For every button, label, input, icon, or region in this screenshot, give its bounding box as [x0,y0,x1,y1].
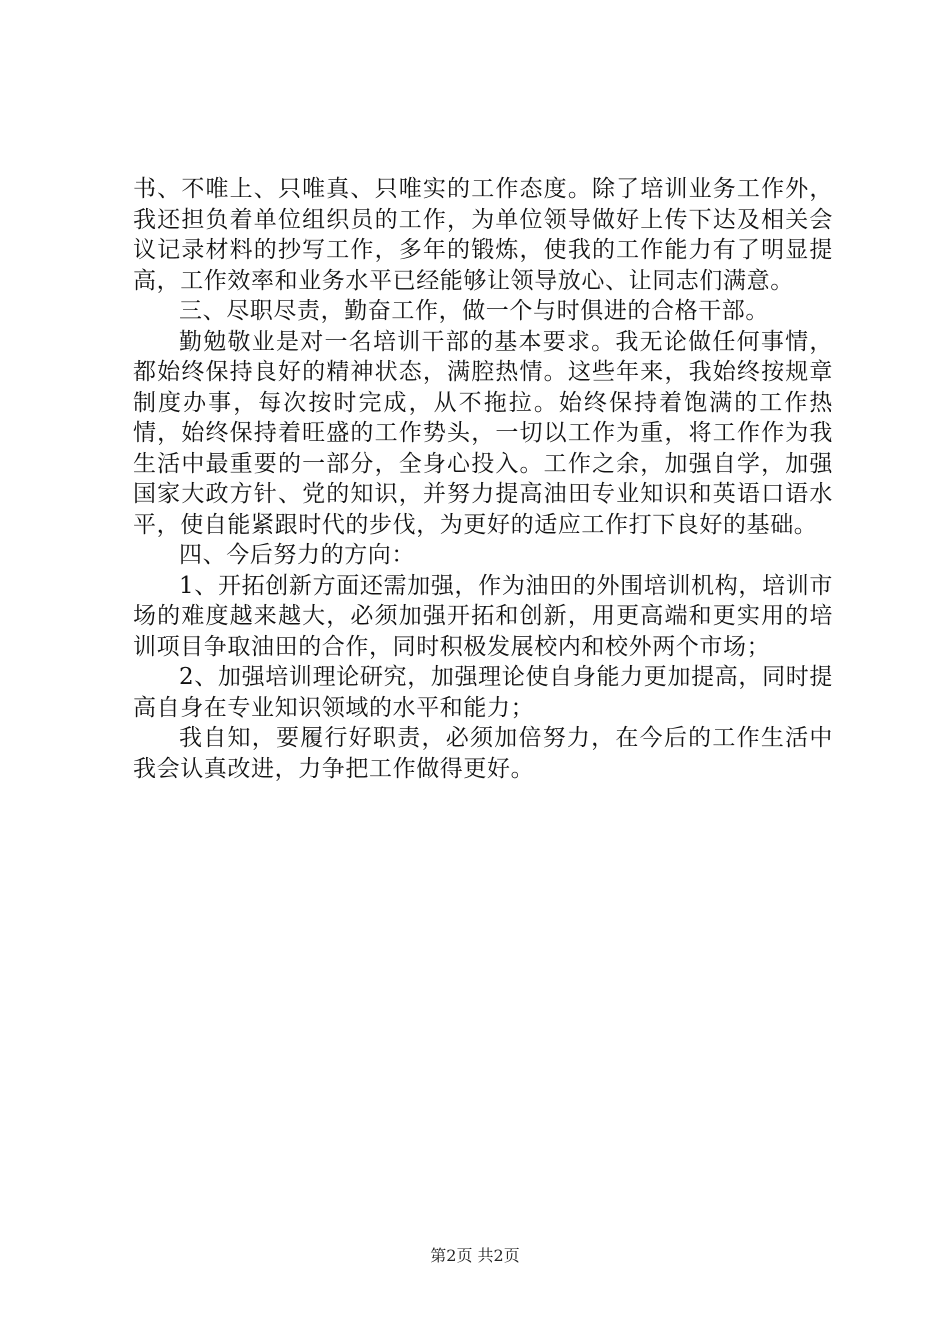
page-number-footer: 第2页 共2页 [430,1246,520,1265]
list-item-1: 1、开拓创新方面还需加强，作为油田的外围培训机构，培训市场的难度越来越大，必须加强开拓和创新，用更高端和更实用的培训项目争取油田的合作，同时积极发展校内和校外两个市场； [133,572,833,660]
paragraph-2: 勤勉敬业是对一名培训干部的基本要求。我无论做任何事情，都始终保持良好的精神状态，满腔热情。这些年来，我始终按规章制度办事，每次按时完成，从不拖拉。始终保持着饱满的工作热情，始终保持着旺盛的工作势头，一切以工作为重，将工作作为我生活中最重要的一部分，全身心投入。工作之余，加强自学，加强国家大政方针、党的知识，并努力提高油田专业知识和英语口语水平，使自能紧跟时代的步伐，为更好的适应工作打下良好的基础。 [133,328,833,538]
section-heading-4: 四、今后努力的方向： [179,542,415,568]
closing-paragraph: 我自知，要履行好职责，必须加倍努力，在今后的工作生活中我会认真改进，力争把工作做得更好。 [133,725,833,782]
section-heading-3: 三、尽职尽责，勤奋工作，做一个与时俱进的合格干部。 [179,298,769,324]
document-body [133,174,833,784]
list-item-2: 2、加强培训理论研究，加强理论使自身能力更加提高，同时提高自身在专业知识领域的水平和能力； [133,664,833,721]
paragraph-1: 书、不唯上、只唯真、只唯实的工作态度。除了培训业务工作外，我还担负着单位组织员的工作，为单位领导做好上传下达及相关会议记录材料的抄写工作，多年的锻炼，使我的工作能力有了明显提高，工作效率和业务水平已经能够让领导放心、让同志们满意。 [133,176,833,294]
